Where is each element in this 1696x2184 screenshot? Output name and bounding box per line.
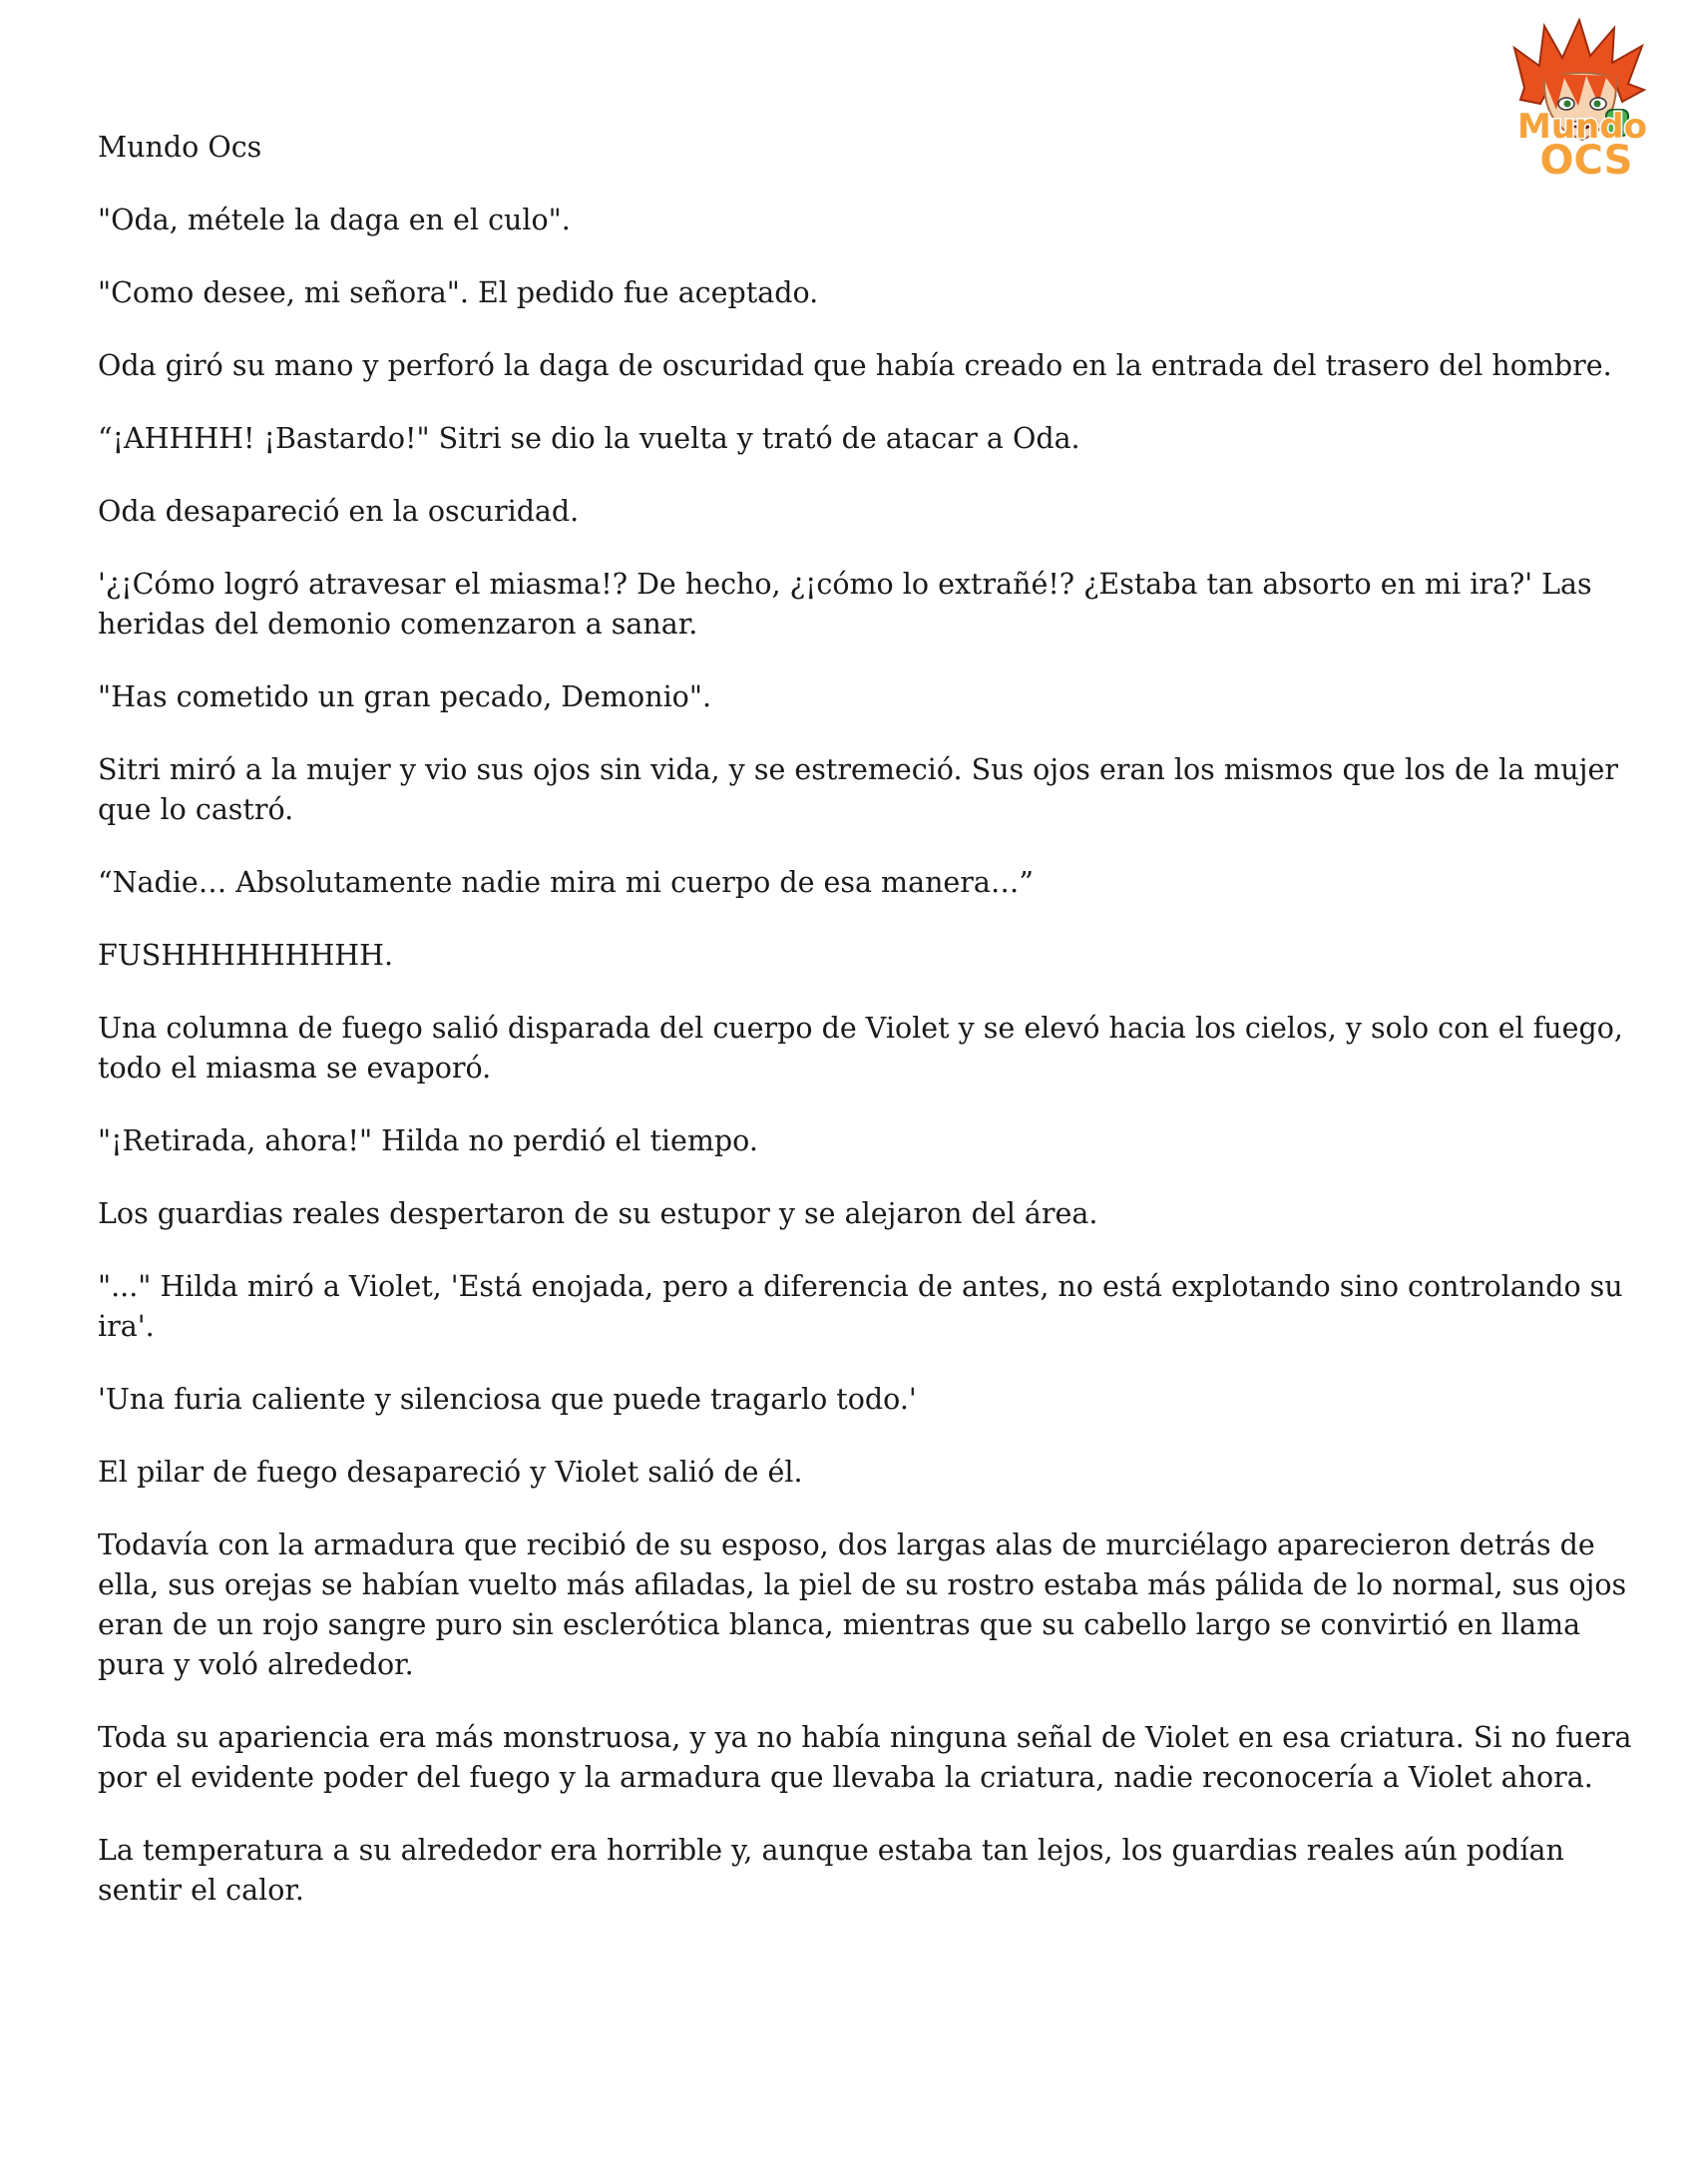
- paragraph: La temperatura a su alrededor era horrible y, aunque estaba tan lejos, los guardias reales aún podían sentir el calor.: [98, 1834, 1564, 1907]
- paragraph: El pilar de fuego desapareció y Violet salió de él.: [98, 1456, 803, 1489]
- paragraph: FUSHHHHHHHHH.: [98, 939, 394, 972]
- paragraph: Una columna de fuego salió disparada del cuerpo de Violet y se elevó hacia los cielos, y solo con el fuego, todo el miasma se evaporó.: [98, 1012, 1623, 1085]
- paragraph: Toda su apariencia era más monstruosa, y ya no había ninguna señal de Violet en esa criatura. Si no fuera por el evidente poder del fuego y la armadura que llevaba la criatura, nadie reconocería a Violet ahora.: [98, 1721, 1632, 1794]
- paragraph: Los guardias reales despertaron de su estupor y se alejaron del área.: [98, 1197, 1098, 1230]
- paragraph: "Has cometido un gran pecado, Demonio".: [98, 680, 712, 713]
- paragraph: "..." Hilda miró a Violet, 'Está enojada, pero a diferencia de antes, no está explotando sino controlando su ira'.: [98, 1270, 1623, 1343]
- paragraph: 'Una furia caliente y silenciosa que puede tragarlo todo.': [98, 1383, 917, 1416]
- paragraph: Sitri miró a la mujer y vio sus ojos sin vida, y se estremeció. Sus ojos eran los mismos que los de la mujer que lo castró.: [98, 753, 1618, 826]
- paragraph: “¡AHHHH! ¡Bastardo!" Sitri se dio la vuelta y trató de atacar a Oda.: [98, 422, 1080, 455]
- paragraph: "Como desee, mi señora". El pedido fue aceptado.: [98, 276, 819, 309]
- paragraph: "Oda, métele la daga en el culo".: [98, 204, 571, 236]
- document-body: [98, 128, 1634, 1944]
- document-title: Mundo Ocs: [98, 131, 262, 164]
- paragraph: '¿¡Cómo logró atravesar el miasma!? De hecho, ¿¡cómo lo extrañé!? ¿Estaba tan absorto en mi ira?' Las heridas del demonio comenzaron a sanar.: [98, 568, 1592, 641]
- paragraph: “Nadie… Absolutamente nadie mira mi cuerpo de esa manera…”: [98, 866, 1034, 899]
- paragraph: Oda desapareció en la oscuridad.: [98, 495, 580, 528]
- logo-text-line1: Mundo: [1517, 107, 1647, 147]
- logo-text-line2: OCS: [1539, 138, 1633, 184]
- paragraph: Todavía con la armadura que recibió de su esposo, dos largas alas de murciélago aparecieron detrás de ella, sus orejas se habían vuelto más afiladas, la piel de su rostro estaba más pálida de lo normal, sus ojos eran de un rojo sangre puro sin esclerótica blanca, mientras que su cabello largo se convirtió en llama pura y voló alrededor.: [98, 1529, 1627, 1681]
- paragraph: Oda giró su mano y perforó la daga de oscuridad que había creado en la entrada del trasero del hombre.: [98, 349, 1612, 382]
- paragraph: "¡Retirada, ahora!" Hilda no perdió el tiempo.: [98, 1124, 758, 1157]
